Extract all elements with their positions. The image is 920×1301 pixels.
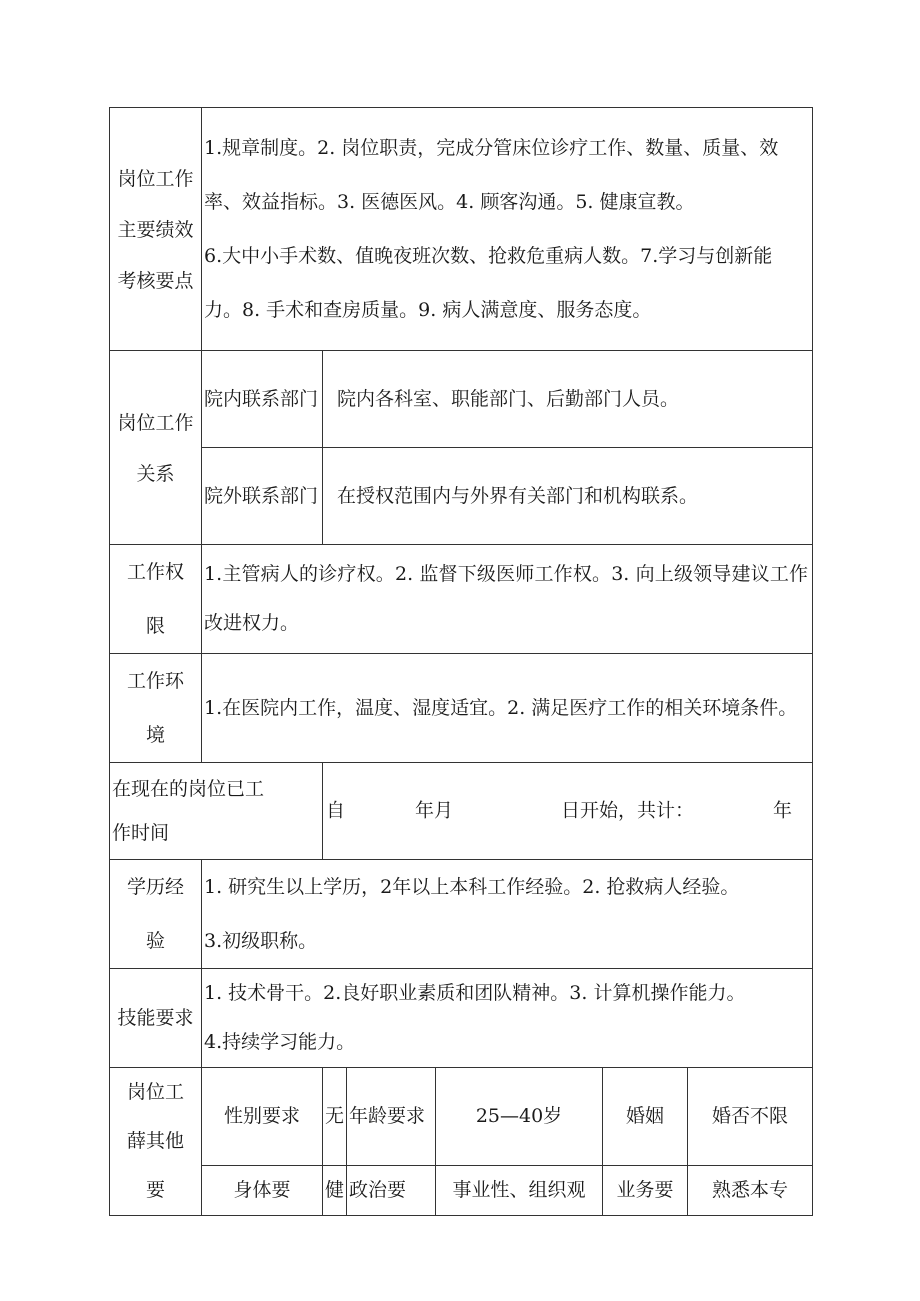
kpi-line: 1.规章制度。2. 岗位职责，完成分管床位诊疗工作、数量、质量、效 [204,137,779,159]
business-value: 熟悉本专 [688,1165,813,1215]
gender-label: 性别要求 [202,1068,323,1166]
politics-value: 事业性、组织观 [436,1165,603,1215]
age-label: 年龄要求 [347,1068,436,1166]
environment-content: 1.在医院内工作，温度、湿度适宜。2. 满足医疗工作的相关环境条件。 [202,654,813,763]
tenure-day-start: 日开始，共计： [561,799,695,822]
education-line: 3.初级职称。 [204,930,318,952]
other-requirements-row-1 [110,1068,813,1166]
education-label: 学历经验 [110,860,202,969]
kpi-line: 率、效益指标。3. 医德医风。4. 顾客沟通。5. 健康宣教。 [204,191,695,213]
gender-value: 无 [323,1068,347,1166]
health-label: 身体要 [202,1165,323,1215]
kpi-label: 岗位工作主要绩效考核要点 [110,108,202,351]
internal-contact-value: 院内各科室、职能部门、后勤部门人员。 [323,351,813,448]
education-line: 1. 研究生以上学历，2年以上本科工作经验。2. 抢救病人经验。 [204,876,740,898]
relations-external-row [110,448,813,545]
politics-label: 政治要 [347,1165,436,1215]
marriage-value: 婚否不限 [688,1068,813,1166]
kpi-content [202,108,813,351]
internal-contact-label: 院内联系部门 [202,351,323,448]
authority-content: 1.主管病人的诊疗权。2. 监督下级医师工作权。3. 向上级领导建议工作改进权力。 [202,545,813,654]
skills-line: 1. 技术骨干。2.良好职业素质和团队精神。3. 计算机操作能力。 [204,982,746,1004]
tenure-label: 在现在的岗位已工作时间 [110,763,323,860]
skills-content [202,969,813,1068]
external-contact-label: 院外联系部门 [202,448,323,545]
relations-label: 岗位工作关系 [110,351,202,545]
environment-label: 工作环境 [110,654,202,763]
health-value: 健 [323,1165,347,1215]
authority-label: 工作权限 [110,545,202,654]
environment-row [110,654,813,763]
education-row [110,860,813,969]
skills-row [110,969,813,1068]
tenure-value [323,763,813,860]
tenure-from: 自 [326,799,346,822]
education-content [202,860,813,969]
external-contact-value: 在授权范围内与外界有关部门和机构联系。 [323,448,813,545]
tenure-row [110,763,813,860]
age-value: 25—40岁 [436,1068,603,1166]
business-label: 业务要 [603,1165,688,1215]
authority-row [110,545,813,654]
kpi-line: 6.大中小手术数、值晚夜班次数、抢救危重病人数。7.学习与创新能 [204,245,773,267]
tenure-years: 年 [773,799,793,822]
job-description-table [109,107,813,1216]
marriage-label: 婚姻 [603,1068,688,1166]
relations-internal-row [110,351,813,448]
tenure-year-month: 年月 [415,799,454,822]
kpi-row [110,108,813,351]
kpi-line: 力。8. 手术和查房质量。9. 病人满意度、服务态度。 [204,299,652,321]
skills-line: 4.持续学习能力。 [204,1031,356,1053]
skills-label: 技能要求 [110,969,202,1068]
other-requirements-row-2 [110,1165,813,1215]
other-requirements-label: 岗位工薛其他要 [110,1068,202,1216]
